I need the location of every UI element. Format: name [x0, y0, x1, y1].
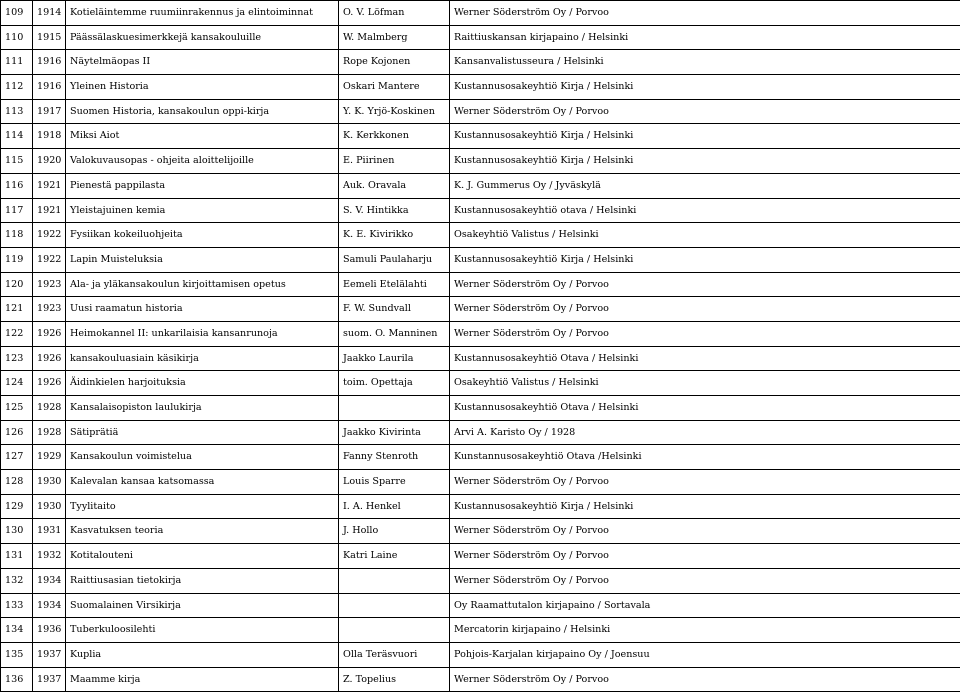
- cell-year: 1917: [33, 99, 66, 124]
- table-row: [1, 544, 960, 569]
- cell-number: 112: [1, 75, 33, 100]
- cell-number: 123: [1, 346, 33, 371]
- cell-year: 1916: [33, 75, 66, 100]
- cell-year: 1914: [33, 1, 66, 26]
- cell-year: 1915: [33, 25, 66, 50]
- cell-number: 130: [1, 519, 33, 544]
- cell-title: Yleistajuinen kemia: [66, 198, 339, 223]
- cell-author: K. E. Kivirikko: [339, 223, 450, 248]
- cell-year: 1921: [33, 198, 66, 223]
- table-row: [1, 371, 960, 396]
- table-row: [1, 173, 960, 198]
- cell-author: Jaakko Laurila: [339, 346, 450, 371]
- table-row: [1, 642, 960, 667]
- cell-year: 1920: [33, 149, 66, 174]
- cell-number: 121: [1, 297, 33, 322]
- cell-publisher: K. J. Gummerus Oy / Jyväskylä: [450, 173, 960, 198]
- cell-number: 126: [1, 420, 33, 445]
- cell-author: Fanny Stenroth: [339, 445, 450, 470]
- cell-author: F. W. Sundvall: [339, 297, 450, 322]
- cell-year: 1930: [33, 494, 66, 519]
- cell-title: Maamme kirja: [66, 667, 339, 692]
- cell-publisher: Werner Söderström Oy / Porvoo: [450, 1, 960, 26]
- cell-year: 1928: [33, 420, 66, 445]
- cell-year: 1923: [33, 272, 66, 297]
- cell-title: Kotitalouteni: [66, 544, 339, 569]
- cell-number: 127: [1, 445, 33, 470]
- cell-publisher: Kansanvalistusseura / Helsinki: [450, 50, 960, 75]
- cell-title: Päässälaskuesimerkkejä kansakouluille: [66, 25, 339, 50]
- table-row: [1, 519, 960, 544]
- cell-publisher: Werner Söderström Oy / Porvoo: [450, 470, 960, 495]
- cell-year: 1932: [33, 544, 66, 569]
- cell-title: Fysiikan kokeiluohjeita: [66, 223, 339, 248]
- cell-year: 1926: [33, 346, 66, 371]
- cell-year: 1926: [33, 321, 66, 346]
- cell-title: Pienestä pappilasta: [66, 173, 339, 198]
- table-row: [1, 75, 960, 100]
- cell-publisher: Kustannusosakeyhtiö Kirja / Helsinki: [450, 494, 960, 519]
- cell-publisher: Kustannusosakeyhtiö Kirja / Helsinki: [450, 247, 960, 272]
- cell-title: Valokuvausopas - ohjeita aloittelijoille: [66, 149, 339, 174]
- cell-year: 1937: [33, 642, 66, 667]
- cell-number: 113: [1, 99, 33, 124]
- cell-title: Kuplia: [66, 642, 339, 667]
- cell-title: Kasvatuksen teoria: [66, 519, 339, 544]
- table-row: [1, 1, 960, 26]
- cell-author: J. Hollo: [339, 519, 450, 544]
- table-row: [1, 667, 960, 692]
- table-row: [1, 124, 960, 149]
- cell-year: 1921: [33, 173, 66, 198]
- cell-number: 128: [1, 470, 33, 495]
- cell-author: Olla Teräsvuori: [339, 642, 450, 667]
- cell-publisher: Pohjois-Karjalan kirjapaino Oy / Joensuu: [450, 642, 960, 667]
- table-row: [1, 321, 960, 346]
- cell-author: K. Kerkkonen: [339, 124, 450, 149]
- table-row: [1, 297, 960, 322]
- cell-year: 1918: [33, 124, 66, 149]
- cell-title: Tuberkuloosilehti: [66, 618, 339, 643]
- cell-publisher: Kustannusosakeyhtiö Kirja / Helsinki: [450, 75, 960, 100]
- cell-publisher: Kustannusosakeyhtiö Kirja / Helsinki: [450, 149, 960, 174]
- cell-author: Samuli Paulaharju: [339, 247, 450, 272]
- cell-publisher: Werner Söderström Oy / Porvoo: [450, 321, 960, 346]
- cell-title: Sätiprätiä: [66, 420, 339, 445]
- cell-number: 131: [1, 544, 33, 569]
- table-row: [1, 272, 960, 297]
- cell-publisher: Kustannusosakeyhtiö Otava / Helsinki: [450, 346, 960, 371]
- cell-author: I. A. Henkel: [339, 494, 450, 519]
- cell-number: 110: [1, 25, 33, 50]
- cell-year: 1926: [33, 371, 66, 396]
- table-row: [1, 25, 960, 50]
- cell-number: 116: [1, 173, 33, 198]
- cell-title: Näytelmäopas II: [66, 50, 339, 75]
- cell-publisher: Werner Söderström Oy / Porvoo: [450, 667, 960, 692]
- table-row: [1, 445, 960, 470]
- cell-number: 133: [1, 593, 33, 618]
- cell-author: E. Piirinen: [339, 149, 450, 174]
- cell-number: 111: [1, 50, 33, 75]
- cell-publisher: Kustannusosakeyhtiö Otava / Helsinki: [450, 396, 960, 421]
- cell-publisher: Raittiuskansan kirjapaino / Helsinki: [450, 25, 960, 50]
- cell-publisher: Osakeyhtiö Valistus / Helsinki: [450, 371, 960, 396]
- table-row: [1, 223, 960, 248]
- cell-author: [339, 568, 450, 593]
- cell-number: 119: [1, 247, 33, 272]
- cell-publisher: Werner Söderström Oy / Porvoo: [450, 272, 960, 297]
- cell-title: Kalevalan kansaa katsomassa: [66, 470, 339, 495]
- cell-publisher: Werner Söderström Oy / Porvoo: [450, 519, 960, 544]
- cell-author: [339, 396, 450, 421]
- table-row: [1, 198, 960, 223]
- table-row: [1, 149, 960, 174]
- cell-publisher: Kustannusosakeyhtiö Kirja / Helsinki: [450, 124, 960, 149]
- cell-title: Tyylitaito: [66, 494, 339, 519]
- cell-author: Louis Sparre: [339, 470, 450, 495]
- cell-author: suom. O. Manninen: [339, 321, 450, 346]
- cell-number: 115: [1, 149, 33, 174]
- cell-author: Z. Topelius: [339, 667, 450, 692]
- table-row: [1, 568, 960, 593]
- cell-number: 135: [1, 642, 33, 667]
- book-list-body: [1, 1, 960, 692]
- cell-number: 114: [1, 124, 33, 149]
- cell-title: Kansalaisopiston laulukirja: [66, 396, 339, 421]
- cell-title: Uusi raamatun historia: [66, 297, 339, 322]
- table-row: [1, 396, 960, 421]
- cell-title: Heimokannel II: unkarilaisia kansanrunoja: [66, 321, 339, 346]
- cell-publisher: Werner Söderström Oy / Porvoo: [450, 99, 960, 124]
- cell-publisher: Werner Söderström Oy / Porvoo: [450, 297, 960, 322]
- cell-title: Miksi Aiot: [66, 124, 339, 149]
- cell-year: 1936: [33, 618, 66, 643]
- cell-title: Äidinkielen harjoituksia: [66, 371, 339, 396]
- cell-publisher: Oy Raamattutalon kirjapaino / Sortavala: [450, 593, 960, 618]
- cell-number: 109: [1, 1, 33, 26]
- cell-year: 1930: [33, 470, 66, 495]
- cell-number: 122: [1, 321, 33, 346]
- cell-publisher: Mercatorin kirjapaino / Helsinki: [450, 618, 960, 643]
- cell-publisher: Kunstannusosakeyhtiö Otava /Helsinki: [450, 445, 960, 470]
- cell-year: 1922: [33, 247, 66, 272]
- cell-year: 1934: [33, 568, 66, 593]
- cell-author: Rope Kojonen: [339, 50, 450, 75]
- cell-title: Yleinen Historia: [66, 75, 339, 100]
- cell-author: Eemeli Etelälahti: [339, 272, 450, 297]
- cell-title: Ala- ja yläkansakoulun kirjoittamisen opetus: [66, 272, 339, 297]
- cell-publisher: Arvi A. Karisto Oy / 1928: [450, 420, 960, 445]
- cell-author: S. V. Hintikka: [339, 198, 450, 223]
- cell-year: 1937: [33, 667, 66, 692]
- table-row: [1, 494, 960, 519]
- table-row: [1, 420, 960, 445]
- cell-publisher: Osakeyhtiö Valistus / Helsinki: [450, 223, 960, 248]
- cell-number: 136: [1, 667, 33, 692]
- cell-title: Kotieläintemme ruumiinrakennus ja elintoiminnat: [66, 1, 339, 26]
- cell-title: Kansakoulun voimistelua: [66, 445, 339, 470]
- table-row: [1, 470, 960, 495]
- cell-year: 1934: [33, 593, 66, 618]
- cell-author: Oskari Mantere: [339, 75, 450, 100]
- cell-author: toim. Opettaja: [339, 371, 450, 396]
- table-row: [1, 618, 960, 643]
- cell-number: 125: [1, 396, 33, 421]
- cell-title: Raittiusasian tietokirja: [66, 568, 339, 593]
- cell-author: Katri Laine: [339, 544, 450, 569]
- table-row: [1, 247, 960, 272]
- cell-author: Auk. Oravala: [339, 173, 450, 198]
- cell-year: 1929: [33, 445, 66, 470]
- cell-year: 1928: [33, 396, 66, 421]
- cell-title: Suomen Historia, kansakoulun oppi-kirja: [66, 99, 339, 124]
- cell-author: Y. K. Yrjö-Koskinen: [339, 99, 450, 124]
- cell-author: [339, 618, 450, 643]
- table-row: [1, 50, 960, 75]
- cell-number: 120: [1, 272, 33, 297]
- cell-number: 134: [1, 618, 33, 643]
- cell-year: 1931: [33, 519, 66, 544]
- cell-author: W. Malmberg: [339, 25, 450, 50]
- cell-publisher: Werner Söderström Oy / Porvoo: [450, 544, 960, 569]
- table-row: [1, 99, 960, 124]
- cell-author: [339, 593, 450, 618]
- cell-author: O. V. Löfman: [339, 1, 450, 26]
- cell-publisher: Kustannusosakeyhtiö otava / Helsinki: [450, 198, 960, 223]
- cell-title: Suomalainen Virsikirja: [66, 593, 339, 618]
- cell-year: 1916: [33, 50, 66, 75]
- cell-publisher: Werner Söderström Oy / Porvoo: [450, 568, 960, 593]
- cell-title: Lapin Muisteluksia: [66, 247, 339, 272]
- cell-number: 129: [1, 494, 33, 519]
- cell-author: Jaakko Kivirinta: [339, 420, 450, 445]
- table-row: [1, 346, 960, 371]
- cell-number: 117: [1, 198, 33, 223]
- cell-year: 1922: [33, 223, 66, 248]
- cell-number: 124: [1, 371, 33, 396]
- table-row: [1, 593, 960, 618]
- cell-title: kansakouluasiain käsikirja: [66, 346, 339, 371]
- cell-year: 1923: [33, 297, 66, 322]
- cell-number: 118: [1, 223, 33, 248]
- cell-number: 132: [1, 568, 33, 593]
